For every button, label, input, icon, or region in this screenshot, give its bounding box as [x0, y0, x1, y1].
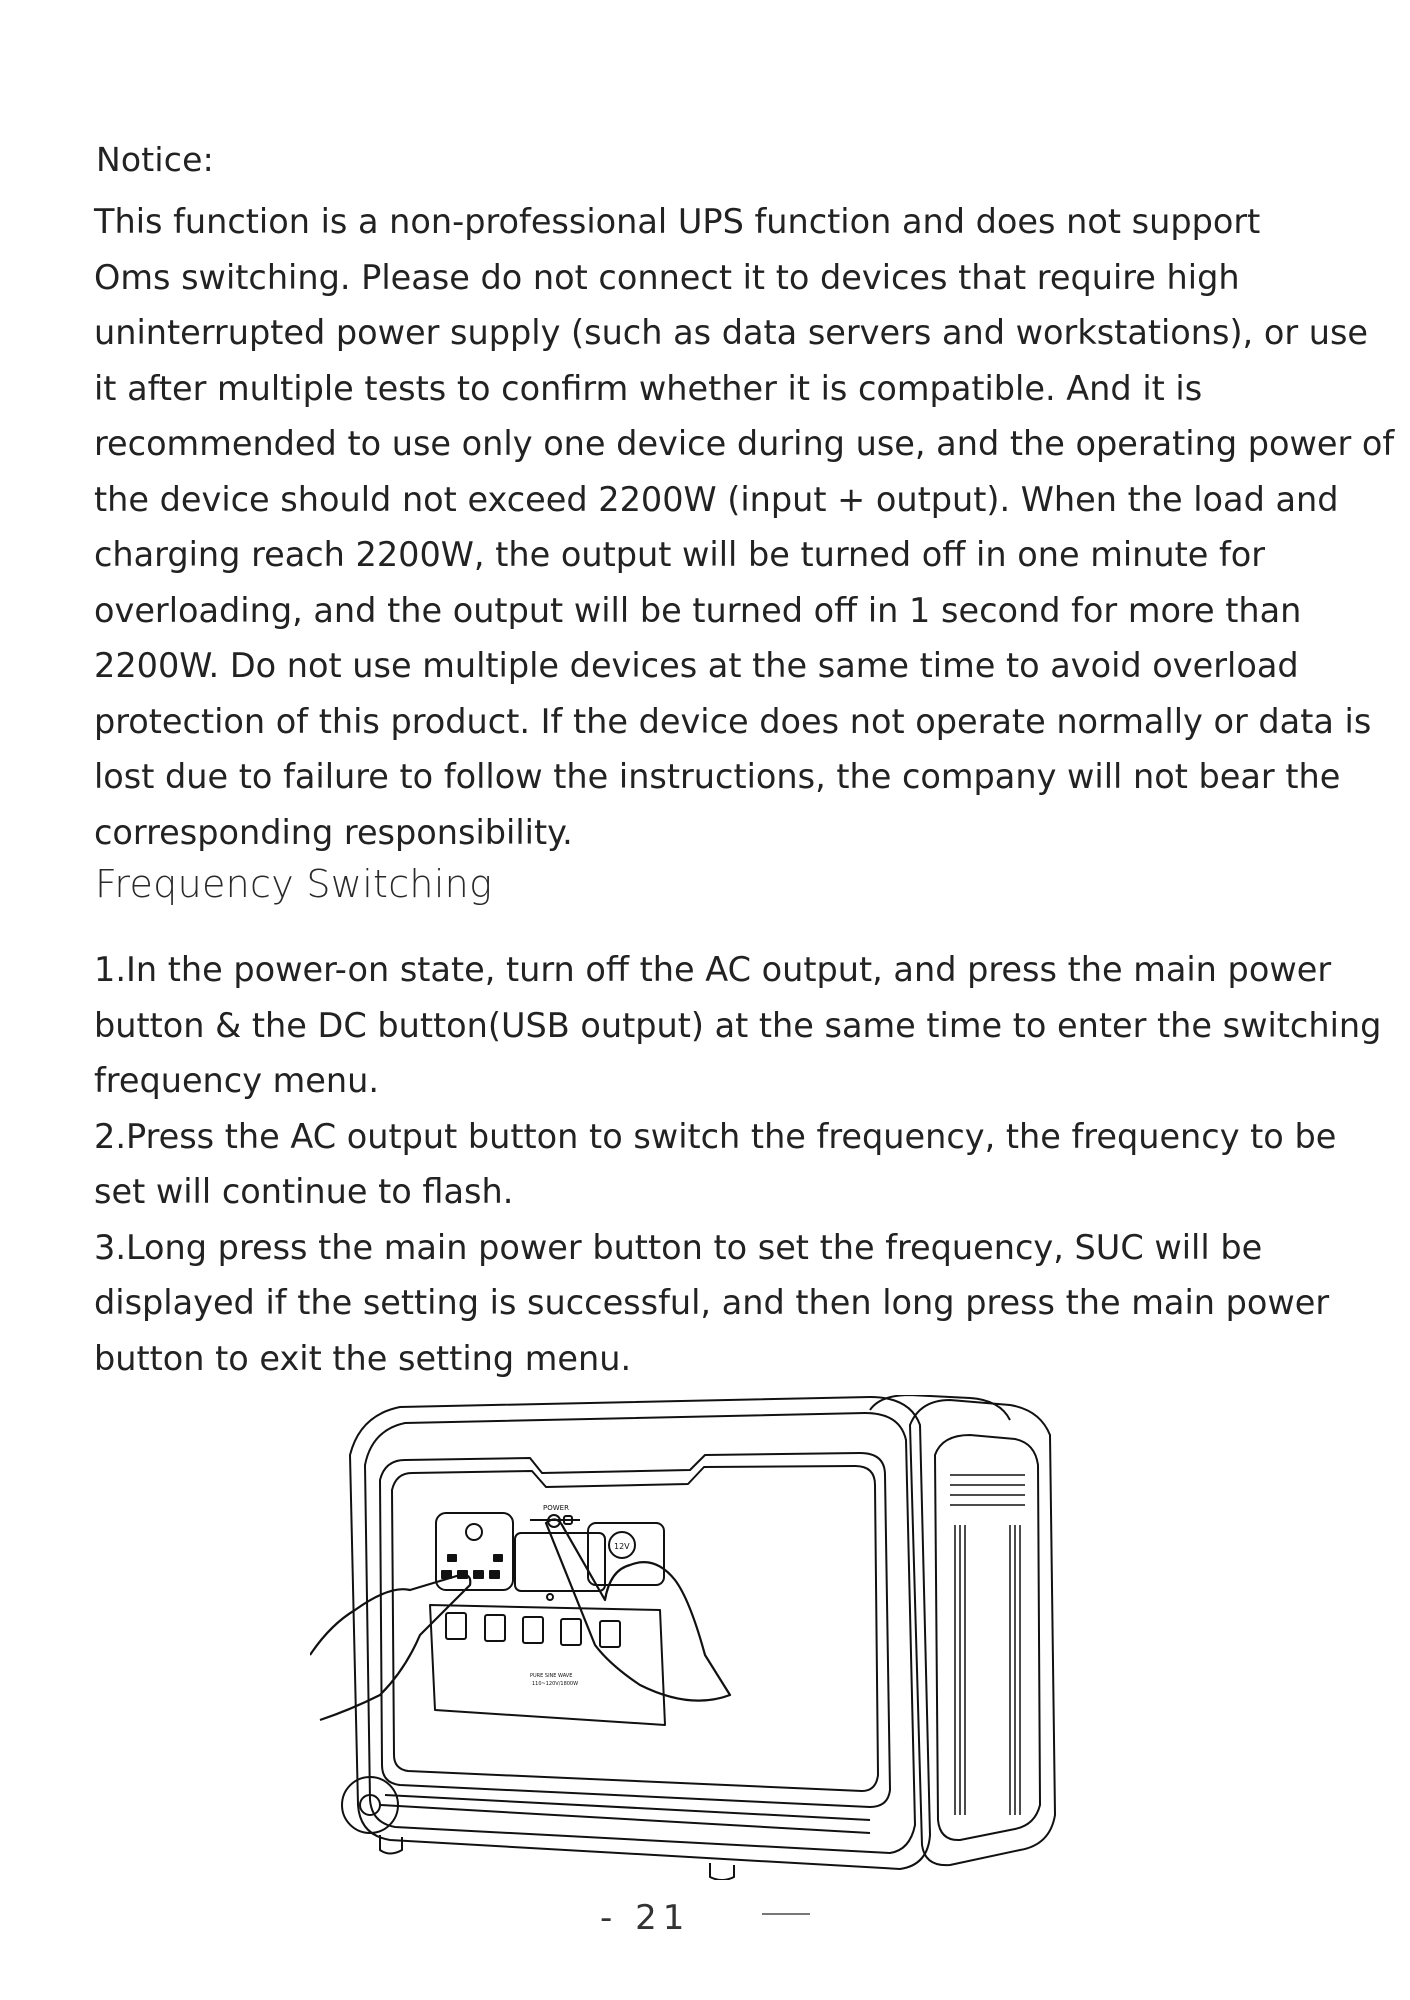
notice-line: 2200W. Do not use multiple devices at the same time to avoid overload	[94, 646, 1299, 685]
notice-line: recommended to use only one device during use, and the operating power of	[94, 424, 1395, 463]
step-line: 2.Press the AC output button to switch the frequency, the frequency to be	[94, 1116, 1337, 1156]
power-label: POWER	[543, 1504, 569, 1512]
left-hand	[310, 1575, 470, 1720]
side-panel	[910, 1400, 1055, 1865]
step-line: 1.In the power-on state, turn off the AC output, and press the main power	[94, 950, 1332, 989]
wireless-charge-icon	[466, 1524, 482, 1540]
section-title: Frequency Switching	[95, 862, 493, 906]
notice-line: Oms switching. Please do not connect it to devices that require high	[94, 257, 1240, 297]
footer-rule	[762, 1913, 810, 1915]
page-number: - 21	[600, 1898, 691, 1938]
notice-line: charging reach 2200W, the output will be turned off in one minute for	[94, 535, 1266, 574]
notice-line: uninterrupted power supply (such as data servers and workstations), or use	[94, 313, 1369, 352]
notice-line: the device should not exceed 2200W (input + output). When the load and	[94, 479, 1339, 519]
power-station-illustration	[310, 1395, 1070, 1880]
step-line: frequency menu.	[94, 1061, 380, 1100]
vent-grille	[950, 1475, 1025, 1815]
svg-text:12V: 12V	[614, 1542, 630, 1551]
notice-line: protection of this product. If the device does not operate normally or data is	[94, 701, 1372, 741]
step-line: displayed if the setting is successful, and then long press the main power	[94, 1283, 1330, 1322]
display-screen	[515, 1533, 605, 1591]
notice-line: corresponding responsibility.	[94, 812, 573, 852]
svg-text:PURE SINE WAVE: PURE SINE WAVE	[530, 1673, 573, 1679]
steps-list	[94, 942, 1394, 1386]
notice-line: it after multiple tests to confirm whether it is compatible. And it is	[94, 368, 1203, 408]
notice-heading: Notice:	[96, 140, 214, 179]
step-line: 3.Long press the main power button to set the frequency, SUC will be	[94, 1227, 1263, 1267]
notice-line: lost due to failure to follow the instructions, the company will not bear the	[94, 757, 1341, 796]
step-line: button to exit the setting menu.	[94, 1338, 632, 1378]
svg-text:110~120V/1800W: 110~120V/1800W	[532, 1681, 579, 1687]
notice-line: overloading, and the output will be turned off in 1 second for more than	[94, 590, 1302, 630]
ac-button	[547, 1594, 553, 1600]
step-line: set will continue to flash.	[94, 1172, 514, 1211]
notice-paragraph	[94, 194, 1394, 860]
notice-line: This function is a non-professional UPS function and does not support	[94, 202, 1261, 241]
step-line: button & the DC button(USB output) at the same time to enter the switching	[94, 1005, 1382, 1045]
